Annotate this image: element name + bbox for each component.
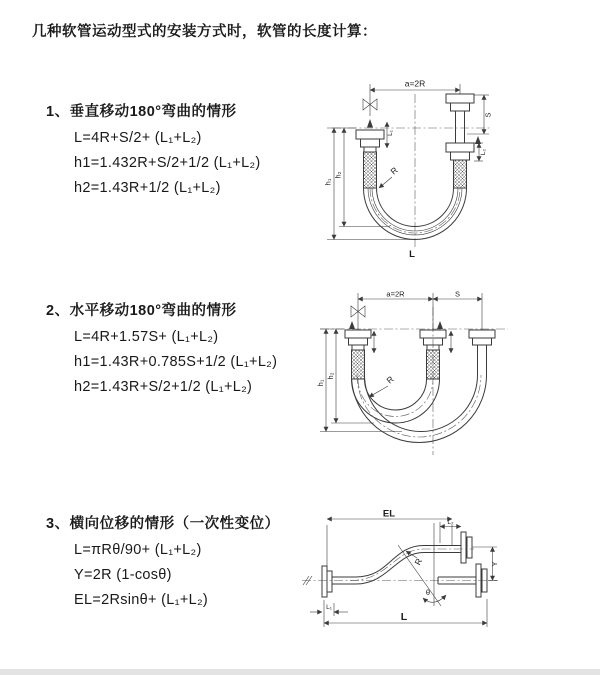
formula-line: h2=1.43R+S/2+1/2 (L₁+L₂) — [74, 379, 253, 395]
dim-h1-label: h₁ — [316, 379, 325, 387]
braided-hose-section — [364, 152, 377, 188]
dim-l1-label: L₁ — [326, 604, 332, 611]
dim-a-2r-label: a=2R — [386, 289, 405, 299]
hex-nut — [473, 338, 492, 345]
formula-line: h2=1.43R+1/2 (L₁+L₂) — [74, 180, 221, 196]
flow-arrow — [367, 119, 373, 128]
formula-line: L=4R+S/2+ (L₁+L₂) — [74, 130, 202, 146]
flow-arrow — [349, 321, 355, 329]
page-title: 几种软管运动型式的安装方式时，软管的长度计算： — [32, 24, 377, 40]
dim-s-label: S — [483, 112, 493, 118]
flange — [461, 532, 466, 563]
flange — [356, 130, 384, 139]
formula-line: L=πRθ/90+ (L₁+L₂) — [74, 542, 202, 558]
diagram-vertical-180-bend — [312, 70, 597, 265]
angle-theta-label: θ — [425, 588, 430, 597]
radius-r-label: R — [412, 556, 425, 567]
section-2-heading: 2、水平移动180°弯曲的情形 — [46, 303, 237, 319]
collar — [364, 147, 376, 152]
flange — [446, 94, 474, 103]
section-1-heading: 1、垂直移动180°弯曲的情形 — [46, 104, 237, 120]
formula-line: EL=2Rsinθ+ (L₁+L₂) — [74, 592, 209, 608]
section-horizontal-180 — [46, 303, 277, 404]
formula-line: L=4R+1.57S+ (L₁+L₂) — [74, 329, 219, 345]
dim-l2-label: L₂ — [480, 148, 487, 156]
flange-hub — [327, 571, 332, 592]
hex-nut — [361, 139, 380, 147]
hex-nut — [349, 338, 368, 345]
dim-l2-label: L₂ — [447, 519, 454, 526]
braided-hose-section — [427, 350, 440, 379]
collar — [352, 345, 364, 350]
hex-nut — [451, 103, 470, 111]
diagram-horizontal-180-bend — [312, 283, 597, 468]
dim-h2-label: h₂ — [333, 171, 343, 179]
flange — [345, 330, 371, 338]
section-lateral-displacement — [46, 516, 280, 617]
radius-r-label: R — [388, 164, 400, 177]
formula-line: h1=1.432R+S/2+1/2 (L₁+L₂) — [74, 155, 261, 171]
dim-l-label: L — [400, 611, 408, 623]
hose-moved-inner-arc — [365, 375, 478, 432]
flange — [322, 566, 327, 597]
flange — [446, 143, 474, 152]
braided-hose-section — [352, 350, 365, 379]
section-vertical-180 — [46, 104, 261, 205]
formula-line: Y=2R (1-cosθ) — [74, 567, 172, 583]
dim-s-label: S — [454, 289, 461, 299]
hose-wall-top — [356, 546, 461, 578]
dim-h1-label: h₁ — [323, 178, 333, 186]
hex-nut — [451, 152, 470, 160]
hose-wall-bottom — [356, 553, 461, 585]
flow-arrow — [437, 321, 443, 329]
section-3-heading: 3、横向位移的情形（一次性变位） — [46, 516, 280, 532]
braided-hose-section — [454, 160, 467, 188]
flange-hub — [467, 537, 472, 558]
dim-h2-label: h₂ — [326, 372, 335, 380]
radius-r-label: R — [384, 373, 396, 386]
flange — [469, 330, 495, 338]
diagram-lateral-displacement — [300, 505, 595, 640]
length-l-label: L — [409, 249, 415, 260]
dim-el-label: EL — [382, 508, 396, 520]
dim-l1-label: L₁ — [387, 130, 394, 136]
dim-a-2r-label: a=2R — [404, 78, 426, 89]
scan-edge — [0, 669, 600, 675]
formula-line: h1=1.43R+0.785S+1/2 (L₁+L₂) — [74, 354, 278, 370]
dim-y-label: Y — [490, 561, 499, 567]
